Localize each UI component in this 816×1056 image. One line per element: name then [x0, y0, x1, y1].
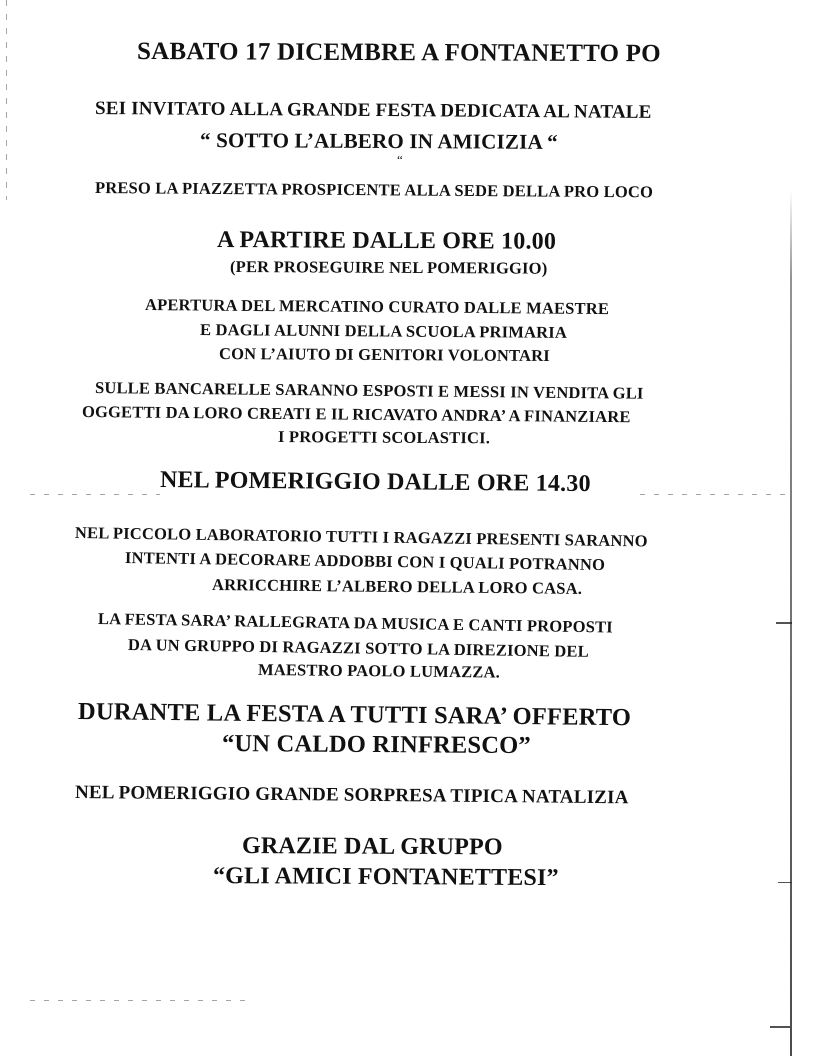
event-name-line: “ SOTTO L’ALBERO IN AMICIZIA “ [199, 128, 558, 154]
start-time-heading: A PARTIRE DALLE ORE 10.00 [216, 227, 557, 255]
stalls-line-1: SULLE BANCARELLE SARANNO ESPOSTI E MESSI IN VENDITA GLI [94, 378, 644, 403]
scan-mark-artifact [770, 1026, 790, 1028]
refreshment-line-2: “UN CALDO RINFRESCO” [221, 730, 532, 760]
music-line-3: MAESTRO PAOLO LUMAZZA. [257, 660, 501, 682]
stalls-line-3: I PROGETTI SCOLASTICI. [277, 427, 491, 448]
music-line-2: DA UN GRUPPO DI RAGAZZI SOTTO LA DIREZIONE DEL [127, 635, 590, 661]
workshop-line-2: INTENTI A DECORARE ADDOBBI CON I QUALI POTRANNO [124, 548, 606, 575]
scan-edge-left-artifact [6, 0, 7, 200]
surprise-line: NEL POMERIGGIO GRANDE SORPRESA TIPICA NATALIZIA [74, 782, 629, 809]
scan-dash-artifact [30, 1000, 250, 1001]
market-line-1: APERTURA DEL MERCATINO CURATO DALLE MAESTRE [144, 295, 610, 319]
event-date-heading: SABATO 17 DICEMBRE A FONTANETTO PO [136, 38, 661, 68]
stalls-line-2: OGGETTI DA LORO CREATI E IL RICAVATO ANDRA’ A FINANZIARE [81, 402, 631, 427]
market-line-2: E DAGLI ALUNNI DELLA SCUOLA PRIMARIA [199, 320, 568, 342]
start-time-note: (PER PROSEGUIRE NEL POMERIGGIO) [229, 257, 548, 278]
workshop-line-1: NEL PICCOLO LABORATORIO TUTTI I RAGAZZI PRESENTI SARANNO [74, 523, 648, 551]
scan-dash-artifact [30, 494, 160, 495]
workshop-line-3: ARRICCHIRE L’ALBERO DELLA LORO CASA. [211, 575, 583, 598]
music-line-1: LA FESTA SARA’ RALLEGRATA DA MUSICA E CANTI PROPOSTI [97, 609, 614, 637]
afternoon-heading: NEL POMERIGGIO DALLE ORE 14.30 [159, 467, 591, 498]
invitation-line: SEI INVITATO ALLA GRANDE FESTA DEDICATA AL NATALE [94, 98, 652, 123]
group-name-line: “GLI AMICI FONTANETTESI” [212, 863, 559, 892]
stray-quote-mark: “ [397, 152, 403, 167]
thanks-line: GRAZIE DAL GRUPPO [241, 833, 503, 861]
scan-mark-artifact [776, 622, 792, 624]
refreshment-line-1: DURANTE LA FESTA A TUTTI SARA’ OFFERTO [77, 698, 632, 732]
scan-dash-artifact [640, 494, 790, 495]
location-line: PRESO LA PIAZZETTA PROSPICENTE ALLA SEDE DELLA PRO LOCO [94, 178, 654, 202]
scan-mark-artifact [778, 882, 792, 883]
market-line-3: CON L’AIUTO DI GENITORI VOLONTARI [218, 344, 550, 366]
